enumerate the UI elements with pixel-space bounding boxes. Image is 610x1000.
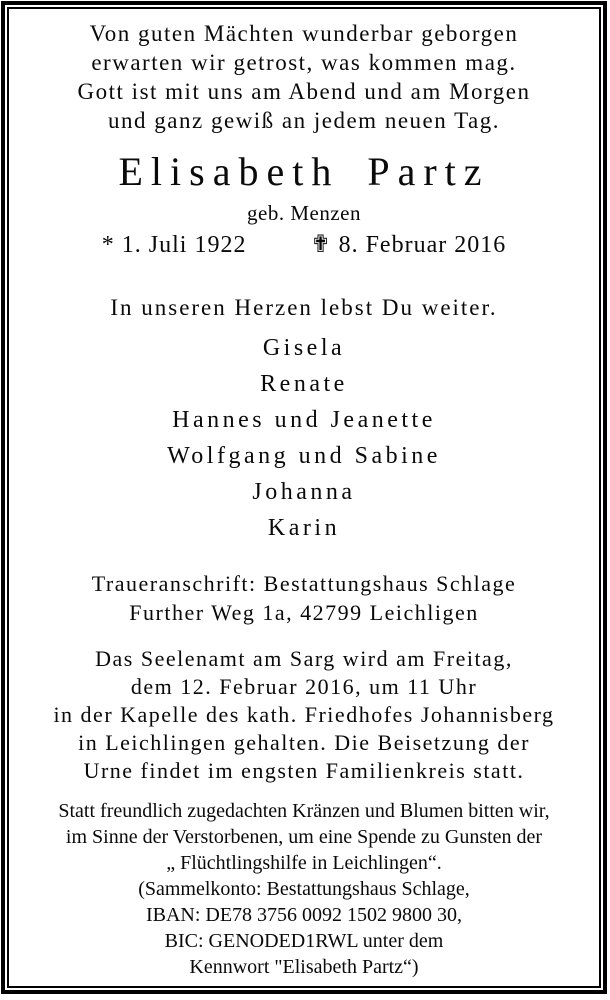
birth-date: 1. Juli 1922 xyxy=(121,232,247,258)
death-date-group xyxy=(310,230,506,260)
service-line: dem 12. Februar 2016, um 11 Uhr xyxy=(130,674,478,699)
inner-border-frame xyxy=(7,7,601,988)
service-line: Urne findet im engsten Familienkreis statt. xyxy=(83,758,525,783)
funeral-address-line: Traueranschrift: Bestattungshaus Schlage xyxy=(91,571,517,596)
funeral-address-line: Further Weg 1a, 42799 Leichligen xyxy=(129,600,479,625)
mourner-name: Wolfgang und Sabine xyxy=(167,443,441,469)
donation-line: Statt freundlich zugedachten Kränzen und Blumen bitten wir, xyxy=(58,800,550,822)
poem-line: erwarten wir getrost, was kommen mag. xyxy=(91,50,517,75)
birth-date-group xyxy=(102,230,247,260)
mourner-name: Renate xyxy=(260,371,348,397)
mourner-name: Gisela xyxy=(262,335,346,361)
service-announcement-block xyxy=(9,645,599,785)
service-line: in der Kapelle des kath. Friedhofes Johannisberg xyxy=(53,702,555,727)
donation-line: „ Flüchtlingshilfe in Leichlingen“. xyxy=(166,852,442,874)
mourner-name: Hannes und Jeanette xyxy=(172,407,436,433)
poem-line: Von guten Mächten wunderbar geborgen xyxy=(89,21,519,46)
birth-star-icon: * xyxy=(101,232,115,258)
donation-line: im Sinne der Verstorbenen, um eine Spende zu Gunsten der xyxy=(65,826,543,848)
donation-line: Kennwort "Elisabeth Partz“) xyxy=(189,956,419,978)
remembrance-line: In unseren Herzen lebst Du weiter. xyxy=(110,295,498,320)
opening-poem xyxy=(9,19,599,135)
death-cross-icon: ✟ xyxy=(310,232,332,258)
donation-line: BIC: GENODED1RWL unter dem xyxy=(164,930,444,952)
donation-line: IBAN: DE78 3756 0092 1502 9800 30, xyxy=(145,904,463,926)
poem-line: und ganz gewiß an jedem neuen Tag. xyxy=(108,108,500,133)
poem-line: Gott ist mit uns am Abend und am Morgen xyxy=(77,79,531,104)
mourner-name: Karin xyxy=(267,515,341,541)
donation-line: (Sammelkonto: Bestattungshaus Schlage, xyxy=(138,878,470,900)
service-line: in Leichlingen gehalten. Die Beisetzung der xyxy=(78,730,530,755)
donation-request-block xyxy=(9,798,599,980)
maiden-name: geb. Menzen xyxy=(247,201,361,225)
mourners-list xyxy=(9,330,599,546)
outer-border-frame xyxy=(1,1,607,994)
service-line: Das Seelenamt am Sarg wird am Freitag, xyxy=(95,646,513,671)
funeral-address-block xyxy=(9,569,599,627)
deceased-name: Elisabeth Partz xyxy=(118,149,490,194)
mourner-name: Johanna xyxy=(252,479,356,505)
death-date: 8. Februar 2016 xyxy=(338,232,507,258)
life-dates-row xyxy=(9,230,599,260)
